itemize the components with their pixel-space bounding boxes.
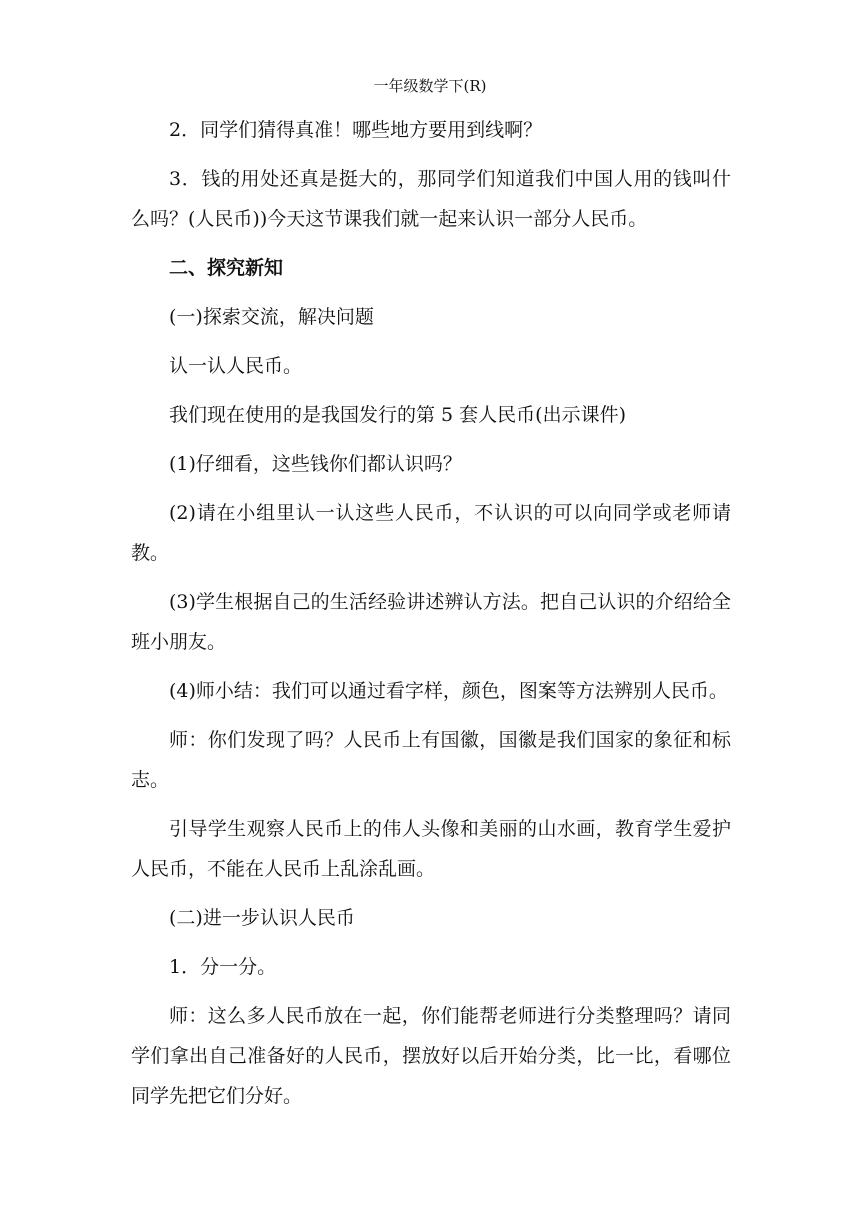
subsection-heading-1: (一)探索交流，解决问题 xyxy=(169,306,374,328)
paragraph-guide-students: 引导学生观察人民币上的伟人头像和美丽的山水画，教育学生爱护人民币，不能在人民币上乱涂乱画。 xyxy=(131,818,731,880)
paragraph-question-2: 2．同学们猜得真准！哪些地方要用到线啊？ xyxy=(169,119,543,141)
page-header: 一年级数学下(R) xyxy=(373,77,487,95)
paragraph-step-4: (4)师小结：我们可以通过看字样，颜色，图案等方法辨别人民币。 xyxy=(169,680,728,702)
document-body xyxy=(131,110,731,1125)
paragraph-teacher-sort: 师：这么多人民币放在一起，你们能帮老师进行分类整理吗？请同学们拿出自己准备好的人民币，摆放好以后开始分类，比一比，看哪位同学先把它们分好。 xyxy=(131,1005,731,1107)
paragraph-question-3: 3．钱的用处还真是挺大的，那同学们知道我们中国人用的钱叫什么吗？(人民币))今天这节课我们就一起来认识一部分人民币。 xyxy=(131,168,731,230)
section-heading-explore: 二、探究新知 xyxy=(169,257,284,279)
paragraph-sort-title: 1．分一分。 xyxy=(169,956,277,978)
paragraph-teacher-emblem: 师：你们发现了吗？人民币上有国徽，国徽是我们国家的象征和标志。 xyxy=(131,729,731,791)
paragraph-step-3: (3)学生根据自己的生活经验讲述辨认方法。把自己认识的介绍给全班小朋友。 xyxy=(131,591,731,653)
paragraph-fifth-series: 我们现在使用的是我国发行的第 5 套人民币(出示课件) xyxy=(169,404,626,426)
subsection-heading-2: (二)进一步认识人民币 xyxy=(169,907,355,929)
paragraph-step-2: (2)请在小组里认一认这些人民币，不认识的可以向同学或老师请教。 xyxy=(131,502,731,564)
paragraph-recognize: 认一认人民币。 xyxy=(169,355,303,377)
paragraph-step-1: (1)仔细看，这些钱你们都认识吗？ xyxy=(169,453,462,475)
